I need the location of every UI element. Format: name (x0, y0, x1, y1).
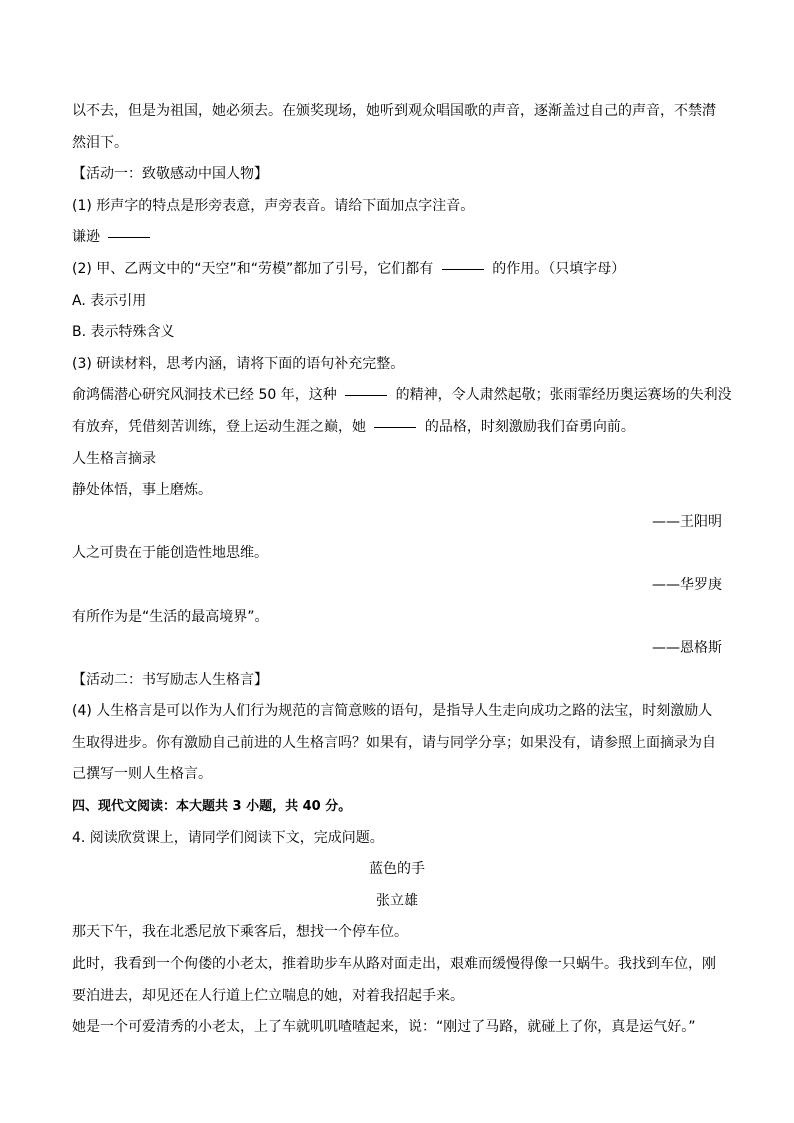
quotes-heading: 人生格言摘录 (72, 450, 156, 467)
quote-author: ——华罗庚 (652, 576, 722, 593)
article-paragraph: 她是一个可爱清秀的小老太，上了车就叽叽喳喳起来，说：“刚过了马路，就碰上了你，真是运气好。” (72, 1019, 696, 1036)
answer-blank (108, 236, 150, 238)
activity2-heading: 【活动二：书写励志人生格言】 (72, 671, 268, 688)
quote-text: 有所作为是“生活的最高境界”。 (72, 608, 269, 625)
question-4-line: 生取得进步。你有激励自己前进的人生格言吗？如果有，请与同学分享；如果没有，请参照上面摘录为自 (72, 734, 716, 751)
quote-author: ——王阳明 (652, 513, 722, 530)
option-a: A. 表示引用 (72, 292, 147, 309)
article-paragraph: 此时，我看到一个佝偻的小老太，推着助步车从路对面走出，艰难而缓慢得像一只蜗牛。我找到车位，刚 (72, 956, 716, 973)
question-4-line: 己撰写一则人生格言。 (72, 766, 212, 783)
answer-blank (374, 426, 416, 428)
article-paragraph: 那天下午，我在北悉尼放下乘客后，想找一个停车位。 (72, 924, 408, 941)
quote-text: 静处体悟，事上磨炼。 (72, 482, 212, 499)
quote-text: 人之可贵在于能创造性地思维。 (72, 545, 268, 562)
paragraph-line: 以不去，但是为祖国，她必须去。在颁奖现场，她听到观众唱国歌的声音，逐渐盖过自己的声音，不禁潸 (72, 103, 716, 119)
question-2 (72, 254, 722, 286)
question-2-text-a: (2) 甲、乙两文中的“天空”和“劳模”都加了引号，它们都有 (72, 260, 434, 277)
question-3-line (72, 412, 722, 444)
question-5: 4. 阅读欣赏课上，请同学们阅读下文，完成问题。 (72, 829, 384, 846)
question-3-line (72, 380, 732, 412)
question-3-text: 的品格，时刻激励我们奋勇向前。 (424, 418, 635, 435)
question-2-text-b: 的作用。（只填字母） (492, 260, 626, 277)
question-1-item (72, 222, 722, 254)
option-b: B. 表示特殊含义 (72, 324, 175, 341)
quote-author: ——恩格斯 (652, 640, 722, 657)
paragraph-line: 然泪下。 (72, 134, 128, 151)
question-1: (1) 形声字的特点是形旁表意，声旁表音。请给下面加点字注音。 (72, 197, 475, 214)
question-4-line: (4) 人生格言是可以作为人们行为规范的言简意赅的语句，是指导人生走向成功之路的法宝，时刻激励人 (72, 703, 713, 720)
section-heading: 四、现代文阅读：本大题共 3 小题，共 40 分。 (72, 799, 352, 815)
question-3-text: 的精神，令人肃然起敬；张雨霏经历奥运赛场的失利没 (395, 387, 732, 404)
question-1-word: 谦逊 (72, 229, 100, 246)
activity1-heading: 【活动一：致敬感动中国人物】 (72, 166, 268, 183)
question-3-text: 有放弃，凭借刻苦训练，登上运动生涯之巅，她 (72, 418, 366, 435)
article-paragraph: 要泊进去，却见还在人行道上伫立喘息的她，对着我招起手来。 (72, 987, 464, 1004)
article-author: 张立雄 (376, 892, 418, 909)
answer-blank (442, 268, 484, 270)
question-3: (3) 研读材料，思考内涵，请将下面的语句补充完整。 (72, 355, 405, 372)
document-body (72, 96, 732, 1044)
question-3-text: 俞鸿儒潜心研究风洞技术已经 50 年，这种 (72, 387, 337, 404)
answer-blank (345, 394, 387, 396)
article-title: 蓝色的手 (369, 861, 425, 878)
